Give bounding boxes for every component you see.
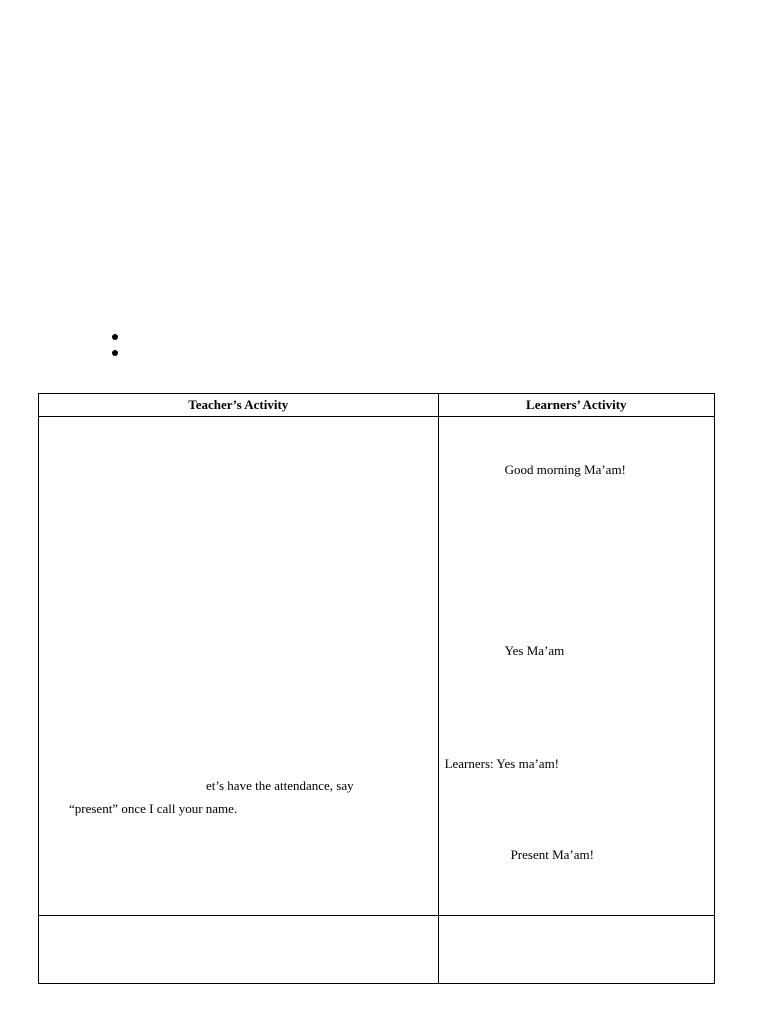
learners-activity-cell bbox=[438, 417, 714, 916]
learner-line-yes: Yes Ma’am bbox=[504, 643, 565, 658]
bullet-list bbox=[112, 330, 132, 360]
activity-table bbox=[38, 393, 715, 984]
learners-activity-header: Learners’ Activity bbox=[438, 394, 714, 417]
table-header-row bbox=[39, 394, 715, 417]
teacher-line-present: “present” once I call your name. bbox=[69, 801, 238, 816]
table-row bbox=[39, 915, 715, 983]
teacher-activity-header: Teacher’s Activity bbox=[39, 394, 439, 417]
learner-line-present: Present Ma’am! bbox=[510, 847, 594, 862]
learners-empty-cell bbox=[438, 915, 714, 983]
teacher-line-attendance: et’s have the attendance, say bbox=[206, 778, 354, 793]
learner-line-learners-yes: Learners: Yes ma’am! bbox=[444, 756, 560, 771]
teacher-activity-cell bbox=[39, 417, 439, 916]
teacher-empty-cell bbox=[39, 915, 439, 983]
table-row bbox=[39, 417, 715, 916]
bullet-point bbox=[112, 350, 118, 356]
bullet-point bbox=[112, 334, 118, 340]
learner-line-greeting: Good morning Ma’am! bbox=[504, 462, 626, 477]
